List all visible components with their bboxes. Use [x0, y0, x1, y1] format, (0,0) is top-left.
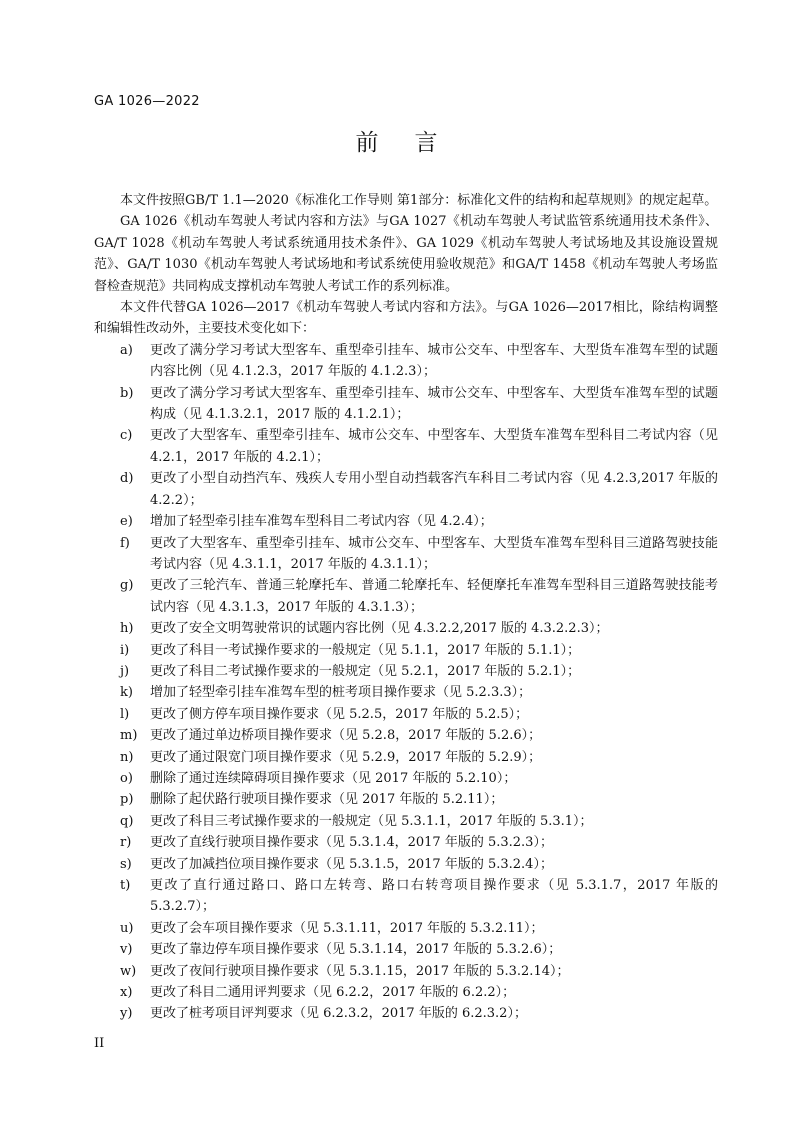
list-item: [94, 575, 718, 618]
list-item: [94, 811, 718, 832]
list-item: [94, 1003, 718, 1024]
list-item: [94, 533, 718, 576]
list-item-marker: q): [120, 813, 134, 829]
list-item-marker: x): [120, 985, 133, 1001]
list-item-marker: n): [120, 749, 134, 765]
list-item: [94, 789, 718, 810]
list-item-text: 更改了靠边停车项目操作要求（见 5.3.1.14，2017 年版的 5.3.2.6）；: [150, 942, 562, 958]
list-item-text: 删除了起伏路行驶项目操作要求（见 2017 年版的 5.2.11）；: [150, 792, 504, 808]
list-item: [94, 383, 718, 426]
list-item-marker: y): [120, 1006, 133, 1022]
list-item: [94, 682, 718, 703]
list-item-text: 更改了大型客车、重型牵引挂车、城市公交车、中型客车、大型货车准驾车型科目二考试内容（见 4.2.1，2017 年版的 4.2.1）；: [150, 428, 718, 465]
list-item-marker: m): [120, 728, 138, 744]
list-item-text: 更改了大型客车、重型牵引挂车、城市公交车、中型客车、大型货车准驾车型科目三道路驾驶技能考试内容（见 4.3.1.1，2017 年版的 4.3.1.1）；: [150, 535, 718, 572]
list-item-text: 更改了桩考项目评判要求（见 6.2.3.2，2017 年版的 6.2.3.2）；: [150, 1006, 527, 1022]
document-body: [94, 190, 718, 1025]
list-item-text: 更改了科目一考试操作要求的一般规定（见 5.1.1，2017 年版的 5.1.1）；: [150, 642, 581, 658]
list-item-marker: l): [120, 706, 130, 722]
list-item-marker: w): [120, 963, 137, 979]
list-item-marker: v): [120, 942, 133, 958]
list-item: [94, 875, 718, 918]
list-item-marker: k): [120, 685, 133, 701]
list-item-text: 更改了安全文明驾驶常识的试题内容比例（见 4.3.2.2,2017 版的 4.3.2.2.3）；: [150, 621, 609, 637]
list-item: [94, 918, 718, 939]
list-item-text: 更改了侧方停车项目操作要求（见 5.2.5，2017 年版的 5.2.5）；: [150, 706, 529, 722]
paragraph: 本文件按照GB/T 1.1—2020《标准化工作导则 第1部分：标准化文件的结构和起草规则》的规定起草。: [120, 193, 718, 208]
page-title: 前言: [355, 130, 474, 156]
list-item: [94, 425, 718, 468]
document-id: GA 1026—2022: [94, 94, 200, 109]
paragraph: 本文件代替GA 1026—2017《机动车驾驶人考试内容和方法》。与GA 1026—2017相比，除结构调整和编辑性改动外，主要技术变化如下：: [94, 300, 718, 337]
list-item-text: 增加了轻型牵引挂车准驾车型科目二考试内容（见 4.2.4）；: [150, 514, 493, 530]
list-item-marker: s): [120, 856, 132, 872]
list-item: [94, 618, 718, 639]
list-item-marker: e): [120, 514, 133, 530]
list-item-marker: f): [120, 535, 130, 551]
list-item-marker: u): [120, 920, 134, 936]
list-item-marker: d): [120, 471, 134, 487]
list-item-text: 更改了满分学习考试大型客车、重型牵引挂车、城市公交车、中型客车、大型货车准驾车型的试题构成（见 4.1.3.2.1，2017 版的 4.1.2.1）；: [150, 385, 718, 423]
list-item-marker: p): [120, 792, 134, 808]
list-item-marker: j): [120, 663, 130, 679]
list-item-text: 更改了科目三考试操作要求的一般规定（见 5.3.1.1，2017 年版的 5.3.1）；: [150, 813, 593, 829]
list-item-marker: a): [120, 342, 133, 358]
list-item-text: 更改了直行通过路口、路口左转弯、路口右转弯项目操作要求（见 5.3.1.7，2017 年版的 5.3.2.7）；: [150, 878, 718, 915]
list-item-text: 更改了科目二通用评判要求（见 6.2.2，2017 年版的 6.2.2）；: [150, 985, 516, 1001]
list-item: [94, 768, 718, 789]
list-item-text: 更改了夜间行驶项目操作要求（见 5.3.1.15，2017 年版的 5.3.2.14）；: [150, 963, 570, 979]
list-item: [94, 725, 718, 746]
list-item-text: 更改了加减挡位项目操作要求（见 5.3.1.5，2017 年版的 5.3.2.4）；: [150, 856, 553, 872]
list-item: [94, 747, 718, 768]
list-item: [94, 640, 718, 661]
list-item-marker: c): [120, 428, 133, 444]
list-item-marker: t): [120, 878, 131, 893]
list-item-marker: o): [120, 770, 133, 786]
list-item-marker: r): [120, 835, 132, 851]
list-item-text: 更改了小型自动挡汽车、残疾人专用小型自动挡载客汽车科目二考试内容（见 4.2.3,2017 年版的 4.2.2）；: [150, 471, 718, 508]
list-item-text: 更改了会车项目操作要求（见 5.3.1.11，2017 年版的 5.3.2.11）；: [150, 920, 544, 936]
list-item-text: 更改了通过限宽门项目操作要求（见 5.2.9，2017 年版的 5.2.9）；: [150, 749, 542, 765]
list-item-marker: b): [120, 385, 134, 401]
list-item-text: 增加了轻型牵引挂车准驾车型的桩考项目操作要求（见 5.2.3.3）；: [150, 685, 532, 701]
list-item: [94, 961, 718, 982]
list-item-marker: i): [120, 642, 130, 658]
list-item-text: 更改了通过单边桥项目操作要求（见 5.2.8，2017 年版的 5.2.6）；: [150, 728, 542, 744]
change-list: [94, 340, 718, 1025]
list-item: [94, 982, 718, 1003]
list-item-marker: h): [120, 621, 134, 637]
list-item-text: 更改了直线行驶项目操作要求（见 5.3.1.4，2017 年版的 5.3.2.3）；: [150, 835, 553, 851]
list-item-text: 更改了三轮汽车、普通三轮摩托车、普通二轮摩托车、轻便摩托车准驾车型科目三道路驾驶技能考试内容（见 4.3.1.3，2017 年版的 4.3.1.3）；: [150, 578, 718, 615]
list-item: [94, 468, 718, 511]
page-number: II: [94, 1036, 105, 1051]
list-item: [94, 661, 718, 682]
list-item-text: 更改了满分学习考试大型客车、重型牵引挂车、城市公交车、中型客车、大型货车准驾车型的试题内容比例（见 4.1.2.3，2017 年版的 4.1.2.3）；: [150, 342, 718, 380]
list-item-text: 更改了科目二考试操作要求的一般规定（见 5.2.1，2017 年版的 5.2.1）；: [150, 663, 581, 679]
list-item: [94, 704, 718, 725]
list-item-text: 删除了通过连续障碍项目操作要求（见 2017 年版的 5.2.10）；: [150, 770, 517, 786]
list-item: [94, 340, 718, 383]
list-item: [94, 854, 718, 875]
list-item: [94, 511, 718, 532]
paragraph: GA 1026《机动车驾驶人考试内容和方法》与GA 1027《机动车驾驶人考试监管系统通用技术条件》、GA/T 1028《机动车驾驶人考试系统通用技术条件》、GA 1029《机动车驾驶人考试场地及其设施设置规范》、GA/T 1030《机动车驾驶人考试场地和考试系统使用验收规范》和GA/T 1458《机动车驾驶人考场监督检查规范》共同构成支撑机动车驾驶人考试工作的系列标准。: [94, 214, 718, 294]
list-item: [94, 832, 718, 853]
list-item: [94, 939, 718, 960]
list-item-marker: g): [120, 578, 134, 594]
